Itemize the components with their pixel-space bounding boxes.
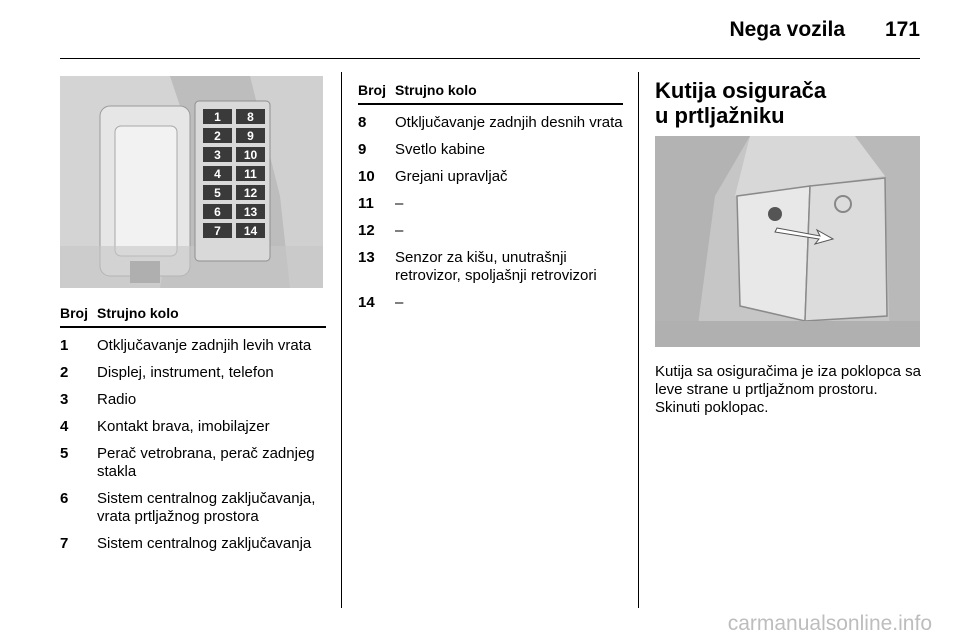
fuse-number: 10 (358, 168, 375, 185)
table-row (358, 222, 623, 240)
circuit-description: Perač vetrobrana, perač zadnjeg stakla (97, 445, 315, 480)
fuse-slot-label: 7 (214, 224, 221, 238)
table-row (358, 168, 623, 186)
running-header-title: Nega vozila (729, 18, 845, 41)
fuse-slot-label: 12 (243, 186, 258, 200)
section-title-line-1: Kutija osigurača (655, 78, 827, 103)
circuit-description: Otključavanje zadnjih desnih vrata (395, 114, 623, 131)
fuse-number: 14 (358, 294, 375, 311)
table-header (358, 81, 623, 105)
circuit-description: Senzor za kišu, unutrašnji retrovizor, spoljašnji retrovizori (395, 249, 597, 284)
fuse-number: 4 (60, 418, 69, 435)
fuse-table-2 (358, 81, 623, 312)
circuit-description: Otključavanje zadnjih levih vrata (97, 337, 312, 354)
fuse-number: 1 (60, 337, 69, 354)
watermark: carmanualsonline.info (727, 612, 932, 635)
column-header-number: Broj (358, 82, 386, 98)
circuit-description: Grejani upravljač (395, 168, 508, 185)
table-row (358, 141, 623, 159)
table-row (358, 114, 623, 132)
circuit-description: Sistem centralnog zaključavanja, vrata prtljažnog prostora (97, 490, 316, 525)
fuse-slot-label: 11 (244, 167, 257, 181)
fuse-number: 8 (358, 114, 367, 131)
table-row (60, 364, 326, 382)
circuit-description: Svetlo kabine (395, 141, 486, 158)
table-row (358, 249, 623, 285)
column-divider-right (638, 72, 639, 608)
fuse-number: 13 (358, 249, 375, 266)
circuit-description: Kontakt brava, imobilajzer (97, 418, 270, 435)
fuse-slot-label: 6 (214, 205, 221, 219)
fuse-number: 5 (60, 445, 69, 462)
circuit-description: Displej, instrument, telefon (97, 364, 274, 381)
trunk-fuse-box-illustration (655, 136, 920, 347)
circuit-description: – (395, 294, 404, 311)
fuse-slot-label: 9 (247, 129, 254, 143)
table-row (60, 490, 326, 526)
fuse-number: 2 (60, 364, 69, 381)
fuse-slot-label: 8 (247, 110, 254, 124)
fuse-slot-label: 5 (214, 186, 221, 200)
column-header-number: Broj (60, 305, 88, 321)
fuse-block-illustration (60, 76, 323, 288)
column-header-circuit: Strujno kolo (395, 82, 477, 98)
fuse-number: 6 (60, 490, 69, 507)
fuse-slot-label: 1 (214, 110, 221, 124)
fuse-number: 7 (60, 535, 69, 552)
fuse-slot-label: 10 (243, 148, 258, 162)
column-header-circuit: Strujno kolo (97, 305, 179, 321)
table-row (358, 294, 623, 312)
circuit-description: – (395, 195, 404, 212)
page-number: 171 (884, 18, 920, 41)
fuse-table-1 (60, 304, 326, 553)
fuse-slot-label: 13 (243, 205, 258, 219)
fuse-slot-label: 2 (214, 129, 221, 143)
fuse-number: 3 (60, 391, 69, 408)
header-rule (60, 58, 920, 59)
section-title (655, 78, 920, 128)
table-row (60, 337, 326, 355)
fuse-number: 12 (358, 222, 375, 239)
circuit-description: Radio (97, 391, 137, 408)
table-header (60, 304, 326, 328)
column-divider-left (341, 72, 342, 608)
figure-caption: Kutija sa osiguračima je iza poklopca sa leve strane u prtljažnom prostoru. Skinuti poklopac. (655, 363, 921, 416)
table-row (60, 418, 326, 436)
section-title-line-2: u prtljažniku (655, 103, 785, 128)
fuse-slot-label: 4 (214, 167, 221, 181)
table-row (60, 391, 326, 409)
fuse-slot-label: 14 (243, 224, 258, 238)
fuse-number: 11 (358, 195, 374, 212)
table-row (358, 195, 623, 213)
table-row (60, 445, 326, 481)
fuse-number: 9 (358, 141, 367, 158)
table-row (60, 535, 326, 553)
fuse-slot-label: 3 (214, 148, 221, 162)
circuit-description: Sistem centralnog zaključavanja (97, 535, 312, 552)
circuit-description: – (395, 222, 404, 239)
